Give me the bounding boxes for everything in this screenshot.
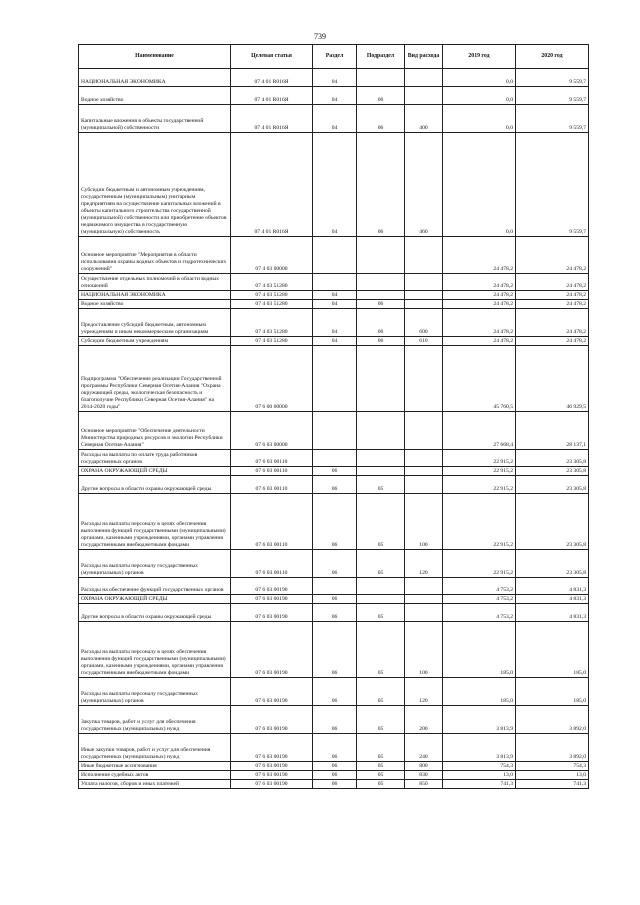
row-value-2019: 24 478,2 bbox=[443, 337, 516, 346]
row-section bbox=[313, 412, 357, 450]
row-expense-type: 240 bbox=[405, 734, 443, 762]
table-row bbox=[79, 476, 589, 494]
table-row bbox=[79, 494, 589, 550]
row-value-2019: 22 915,2 bbox=[443, 476, 516, 494]
table-row bbox=[79, 678, 589, 706]
row-value-2019: 22 915,2 bbox=[443, 494, 516, 550]
row-name: Расходы на выплаты персоналу в целях обеспечения выполнения функций государственными (муниципальными) органами, казенными учреждениями, органами управления государственными внебюджетными фондами bbox=[79, 494, 231, 550]
row-expense-type: 400 bbox=[405, 105, 443, 133]
row-subsection: 06 bbox=[357, 309, 405, 337]
table-row bbox=[79, 706, 589, 734]
header-expense-type: Вид расхода bbox=[405, 45, 443, 69]
table-row bbox=[79, 346, 589, 412]
row-target-code: 07 6 03 00000 bbox=[231, 412, 313, 450]
row-section: 06 bbox=[313, 706, 357, 734]
row-expense-type: 100 bbox=[405, 622, 443, 678]
row-target-code: 07 4 03 51280 bbox=[231, 300, 313, 309]
row-value-2019: 0,0 bbox=[443, 105, 516, 133]
row-name: Субсидии бюджетным и автономным учреждениям, государственным (муниципальным) унитарным предприятиям на осуществление капитальных вложений в объекты капитального строительства государственной (муниципальной) собственности или приобретение объектов недвижимого имущества в государственную (муниципальную) собственность bbox=[79, 133, 231, 237]
row-target-code: 07 6 00 00000 bbox=[231, 346, 313, 412]
page-number: 739 bbox=[314, 32, 326, 41]
row-target-code: 07 4 01 R016Я bbox=[231, 133, 313, 237]
row-value-2020: 23 305,8 bbox=[516, 476, 589, 494]
row-name: НАЦИОНАЛЬНАЯ ЭКОНОМИКА bbox=[79, 69, 231, 87]
header-name: Наименование bbox=[79, 45, 231, 69]
row-name: Иные бюджетные ассигнования bbox=[79, 762, 231, 771]
row-target-code: 07 6 03 00190 bbox=[231, 595, 313, 604]
row-value-2019: 24 478,2 bbox=[443, 274, 516, 291]
row-subsection: 06 bbox=[357, 105, 405, 133]
row-value-2019: 4 753,2 bbox=[443, 604, 516, 622]
row-subsection: 05 bbox=[357, 734, 405, 762]
row-section: 06 bbox=[313, 780, 357, 789]
row-subsection: 05 bbox=[357, 706, 405, 734]
row-name: ОХРАНА ОКРУЖАЮЩЕЙ СРЕДЫ bbox=[79, 467, 231, 476]
table-row bbox=[79, 105, 589, 133]
row-target-code: 07 6 03 00190 bbox=[231, 604, 313, 622]
row-value-2020: 3 892,0 bbox=[516, 706, 589, 734]
row-value-2019: 0,0 bbox=[443, 133, 516, 237]
row-value-2020: 185,0 bbox=[516, 622, 589, 678]
row-value-2019: 24 478,2 bbox=[443, 291, 516, 300]
row-value-2020: 23 305,8 bbox=[516, 450, 589, 467]
row-name: Расходы на выплаты по оплате труда работников государственных органов bbox=[79, 450, 231, 467]
table-row bbox=[79, 133, 589, 237]
table-row bbox=[79, 734, 589, 762]
row-section: 04 bbox=[313, 69, 357, 87]
row-expense-type: 850 bbox=[405, 780, 443, 789]
row-value-2019: 13,0 bbox=[443, 771, 516, 780]
table-row bbox=[79, 309, 589, 337]
row-target-code: 07 6 03 00190 bbox=[231, 780, 313, 789]
row-name: Основное мероприятие "Мероприятия в области использования охраны водных объектов и гидротехнических сооружений" bbox=[79, 237, 231, 274]
row-name: Осуществление отдельных полномочий в области водных отношений bbox=[79, 274, 231, 291]
row-expense-type bbox=[405, 300, 443, 309]
row-value-2019: 4 753,2 bbox=[443, 578, 516, 595]
row-value-2019: 3 813,9 bbox=[443, 706, 516, 734]
row-expense-type: 830 bbox=[405, 771, 443, 780]
row-target-code: 07 6 03 00110 bbox=[231, 467, 313, 476]
row-target-code: 07 6 03 00190 bbox=[231, 678, 313, 706]
row-value-2020: 9 559,7 bbox=[516, 133, 589, 237]
row-expense-type bbox=[405, 291, 443, 300]
row-value-2019: 4 753,2 bbox=[443, 595, 516, 604]
row-name: Подпрограмма "Обеспечение реализации Государственной программы Республики Северная Осетия-Алания "Охрана окружающей среды, экологическая безопасность и благополучие Республики Северная Осетия-Алания" на 2014-2020 годы" bbox=[79, 346, 231, 412]
row-name: ОХРАНА ОКРУЖАЮЩЕЙ СРЕДЫ bbox=[79, 595, 231, 604]
row-target-code: 07 6 03 00190 bbox=[231, 706, 313, 734]
row-value-2020: 9 559,7 bbox=[516, 105, 589, 133]
budget-table bbox=[78, 44, 589, 789]
row-expense-type: 610 bbox=[405, 337, 443, 346]
header-target: Целевая статья bbox=[231, 45, 313, 69]
row-expense-type bbox=[405, 578, 443, 595]
row-expense-type: 460 bbox=[405, 133, 443, 237]
row-name: Основное мероприятие "Обеспечение деятельности Министерства природных ресурсов и экологии Республики Северная Осетия-Алания" bbox=[79, 412, 231, 450]
row-name: НАЦИОНАЛЬНАЯ ЭКОНОМИКА bbox=[79, 291, 231, 300]
row-expense-type: 200 bbox=[405, 706, 443, 734]
row-name: Расходы на выплаты персоналу в целях обеспечения выполнения функций государственными (муниципальными) органами, казенными учреждениями, органами управления государственными внебюджетными фондами bbox=[79, 622, 231, 678]
row-section bbox=[313, 346, 357, 412]
row-value-2020: 24 478,2 bbox=[516, 237, 589, 274]
row-subsection bbox=[357, 346, 405, 412]
row-target-code: 07 4 03 51280 bbox=[231, 274, 313, 291]
table-row bbox=[79, 291, 589, 300]
row-subsection: 06 bbox=[357, 133, 405, 237]
row-expense-type bbox=[405, 604, 443, 622]
table-row bbox=[79, 450, 589, 467]
row-section: 04 bbox=[313, 133, 357, 237]
row-name: Уплата налогов, сборов и иных платежей bbox=[79, 780, 231, 789]
table-row bbox=[79, 780, 589, 789]
row-subsection: 05 bbox=[357, 771, 405, 780]
row-value-2020: 24 478,2 bbox=[516, 300, 589, 309]
table-row bbox=[79, 337, 589, 346]
row-name: Капитальные вложения в объекты государственной (муниципальной) собственности bbox=[79, 105, 231, 133]
row-subsection bbox=[357, 412, 405, 450]
row-value-2019: 22 915,2 bbox=[443, 467, 516, 476]
row-name: Предоставление субсидий бюджетным, автономным учреждениям и иным некоммерческим организациям bbox=[79, 309, 231, 337]
row-subsection: 05 bbox=[357, 678, 405, 706]
row-value-2020: 185,0 bbox=[516, 678, 589, 706]
table-row bbox=[79, 300, 589, 309]
row-subsection bbox=[357, 274, 405, 291]
row-expense-type bbox=[405, 476, 443, 494]
row-value-2020: 9 559,7 bbox=[516, 69, 589, 87]
row-name: Исполнение судебных актов bbox=[79, 771, 231, 780]
row-value-2019: 741,3 bbox=[443, 780, 516, 789]
row-subsection: 05 bbox=[357, 780, 405, 789]
table-row bbox=[79, 87, 589, 105]
row-subsection bbox=[357, 467, 405, 476]
row-value-2019: 185,0 bbox=[443, 678, 516, 706]
row-subsection bbox=[357, 595, 405, 604]
row-name: Другие вопросы в области охраны окружающей среды bbox=[79, 476, 231, 494]
row-value-2020: 23 305,8 bbox=[516, 494, 589, 550]
row-subsection: 06 bbox=[357, 87, 405, 105]
table-row bbox=[79, 595, 589, 604]
row-section bbox=[313, 237, 357, 274]
row-target-code: 07 6 03 00190 bbox=[231, 734, 313, 762]
row-expense-type: 800 bbox=[405, 762, 443, 771]
row-value-2020: 28 137,1 bbox=[516, 412, 589, 450]
row-name: Расходы на выплаты персоналу государственных (муниципальных) органов bbox=[79, 678, 231, 706]
row-target-code: 07 4 01 R016Я bbox=[231, 105, 313, 133]
row-target-code: 07 6 03 00190 bbox=[231, 622, 313, 678]
row-target-code: 07 4 03 51280 bbox=[231, 337, 313, 346]
table-row bbox=[79, 550, 589, 578]
table-header-row bbox=[79, 45, 589, 69]
row-value-2019: 0,0 bbox=[443, 87, 516, 105]
row-name: Закупка товаров, работ и услуг для обеспечения государственных (муниципальных) нужд bbox=[79, 706, 231, 734]
row-value-2020: 3 892,0 bbox=[516, 734, 589, 762]
row-target-code: 07 6 03 00190 bbox=[231, 771, 313, 780]
row-name: Расходы на обеспечение функций государственных органов bbox=[79, 578, 231, 595]
row-section: 06 bbox=[313, 771, 357, 780]
row-subsection: 05 bbox=[357, 494, 405, 550]
table-row bbox=[79, 604, 589, 622]
header-2020: 2020 год bbox=[516, 45, 589, 69]
row-target-code: 07 6 03 00190 bbox=[231, 762, 313, 771]
row-value-2019: 24 478,2 bbox=[443, 309, 516, 337]
row-subsection: 05 bbox=[357, 762, 405, 771]
header-2019: 2019 год bbox=[443, 45, 516, 69]
row-section bbox=[313, 578, 357, 595]
row-target-code: 07 6 03 00110 bbox=[231, 550, 313, 578]
row-target-code: 07 4 01 R016Я bbox=[231, 69, 313, 87]
row-value-2020: 23 305,8 bbox=[516, 467, 589, 476]
row-section: 06 bbox=[313, 678, 357, 706]
row-expense-type: 100 bbox=[405, 494, 443, 550]
row-value-2019: 24 478,2 bbox=[443, 300, 516, 309]
row-target-code: 07 6 03 00110 bbox=[231, 494, 313, 550]
row-name: Водное хозяйство bbox=[79, 300, 231, 309]
row-expense-type bbox=[405, 87, 443, 105]
table-row bbox=[79, 412, 589, 450]
row-target-code: 07 6 03 00110 bbox=[231, 476, 313, 494]
table-row bbox=[79, 578, 589, 595]
row-section bbox=[313, 450, 357, 467]
table-row bbox=[79, 762, 589, 771]
row-subsection: 06 bbox=[357, 337, 405, 346]
row-section: 06 bbox=[313, 622, 357, 678]
row-value-2020: 9 559,7 bbox=[516, 87, 589, 105]
row-value-2019: 754,3 bbox=[443, 762, 516, 771]
table-row bbox=[79, 69, 589, 87]
row-section: 06 bbox=[313, 476, 357, 494]
row-value-2019: 24 478,2 bbox=[443, 237, 516, 274]
table-row bbox=[79, 622, 589, 678]
row-section: 06 bbox=[313, 604, 357, 622]
row-section: 04 bbox=[313, 300, 357, 309]
row-value-2020: 23 305,8 bbox=[516, 550, 589, 578]
row-target-code: 07 4 01 R016Я bbox=[231, 87, 313, 105]
row-expense-type bbox=[405, 412, 443, 450]
row-expense-type: 600 bbox=[405, 309, 443, 337]
table-body bbox=[79, 69, 589, 789]
row-subsection bbox=[357, 578, 405, 595]
row-value-2020: 13,0 bbox=[516, 771, 589, 780]
row-section: 06 bbox=[313, 467, 357, 476]
table-row bbox=[79, 274, 589, 291]
row-value-2019: 22 915,2 bbox=[443, 550, 516, 578]
row-subsection: 05 bbox=[357, 622, 405, 678]
row-subsection: 05 bbox=[357, 604, 405, 622]
row-subsection bbox=[357, 237, 405, 274]
row-expense-type: 120 bbox=[405, 678, 443, 706]
row-value-2019: 3 813,9 bbox=[443, 734, 516, 762]
row-section: 06 bbox=[313, 595, 357, 604]
row-name: Субсидии бюджетным учреждениям bbox=[79, 337, 231, 346]
row-subsection bbox=[357, 69, 405, 87]
row-subsection: 05 bbox=[357, 550, 405, 578]
row-expense-type bbox=[405, 595, 443, 604]
row-target-code: 07 6 03 00110 bbox=[231, 450, 313, 467]
row-name: Другие вопросы в области охраны окружающей среды bbox=[79, 604, 231, 622]
row-expense-type bbox=[405, 346, 443, 412]
row-subsection bbox=[357, 291, 405, 300]
row-value-2020: 24 478,2 bbox=[516, 274, 589, 291]
row-section: 04 bbox=[313, 87, 357, 105]
row-section bbox=[313, 274, 357, 291]
table-row bbox=[79, 237, 589, 274]
row-value-2020: 741,3 bbox=[516, 780, 589, 789]
row-target-code: 07 4 03 51280 bbox=[231, 291, 313, 300]
row-value-2020: 24 478,2 bbox=[516, 309, 589, 337]
row-expense-type: 120 bbox=[405, 550, 443, 578]
row-section: 06 bbox=[313, 550, 357, 578]
table-row bbox=[79, 771, 589, 780]
row-section: 04 bbox=[313, 337, 357, 346]
row-target-code: 07 6 03 00190 bbox=[231, 578, 313, 595]
row-expense-type bbox=[405, 69, 443, 87]
row-subsection: 06 bbox=[357, 300, 405, 309]
row-value-2019: 45 760,5 bbox=[443, 346, 516, 412]
row-value-2020: 754,3 bbox=[516, 762, 589, 771]
row-subsection bbox=[357, 450, 405, 467]
row-expense-type bbox=[405, 467, 443, 476]
row-name: Водное хозяйство bbox=[79, 87, 231, 105]
row-value-2020: 4 831,3 bbox=[516, 578, 589, 595]
row-section: 06 bbox=[313, 734, 357, 762]
row-name: Расходы на выплаты персоналу государственных (муниципальных) органов bbox=[79, 550, 231, 578]
header-section: Раздел bbox=[313, 45, 357, 69]
table-row bbox=[79, 467, 589, 476]
row-section: 04 bbox=[313, 291, 357, 300]
row-value-2020: 4 831,3 bbox=[516, 604, 589, 622]
row-value-2020: 24 478,2 bbox=[516, 291, 589, 300]
row-value-2020: 46 929,5 bbox=[516, 346, 589, 412]
row-value-2020: 24 478,2 bbox=[516, 337, 589, 346]
row-value-2020: 4 831,3 bbox=[516, 595, 589, 604]
row-target-code: 07 4 03 51280 bbox=[231, 309, 313, 337]
row-section: 04 bbox=[313, 309, 357, 337]
row-value-2019: 0,0 bbox=[443, 69, 516, 87]
row-name: Иные закупки товаров, работ и услуг для обеспечения государственных (муниципальных) нужд bbox=[79, 734, 231, 762]
row-value-2019: 185,0 bbox=[443, 622, 516, 678]
row-section: 06 bbox=[313, 762, 357, 771]
row-section: 04 bbox=[313, 105, 357, 133]
header-subsection: Подраздел bbox=[357, 45, 405, 69]
row-expense-type bbox=[405, 274, 443, 291]
row-value-2019: 27 668,4 bbox=[443, 412, 516, 450]
row-expense-type bbox=[405, 450, 443, 467]
row-value-2019: 22 915,2 bbox=[443, 450, 516, 467]
row-subsection: 05 bbox=[357, 476, 405, 494]
row-expense-type bbox=[405, 237, 443, 274]
row-target-code: 07 4 03 00000 bbox=[231, 237, 313, 274]
row-section: 06 bbox=[313, 494, 357, 550]
